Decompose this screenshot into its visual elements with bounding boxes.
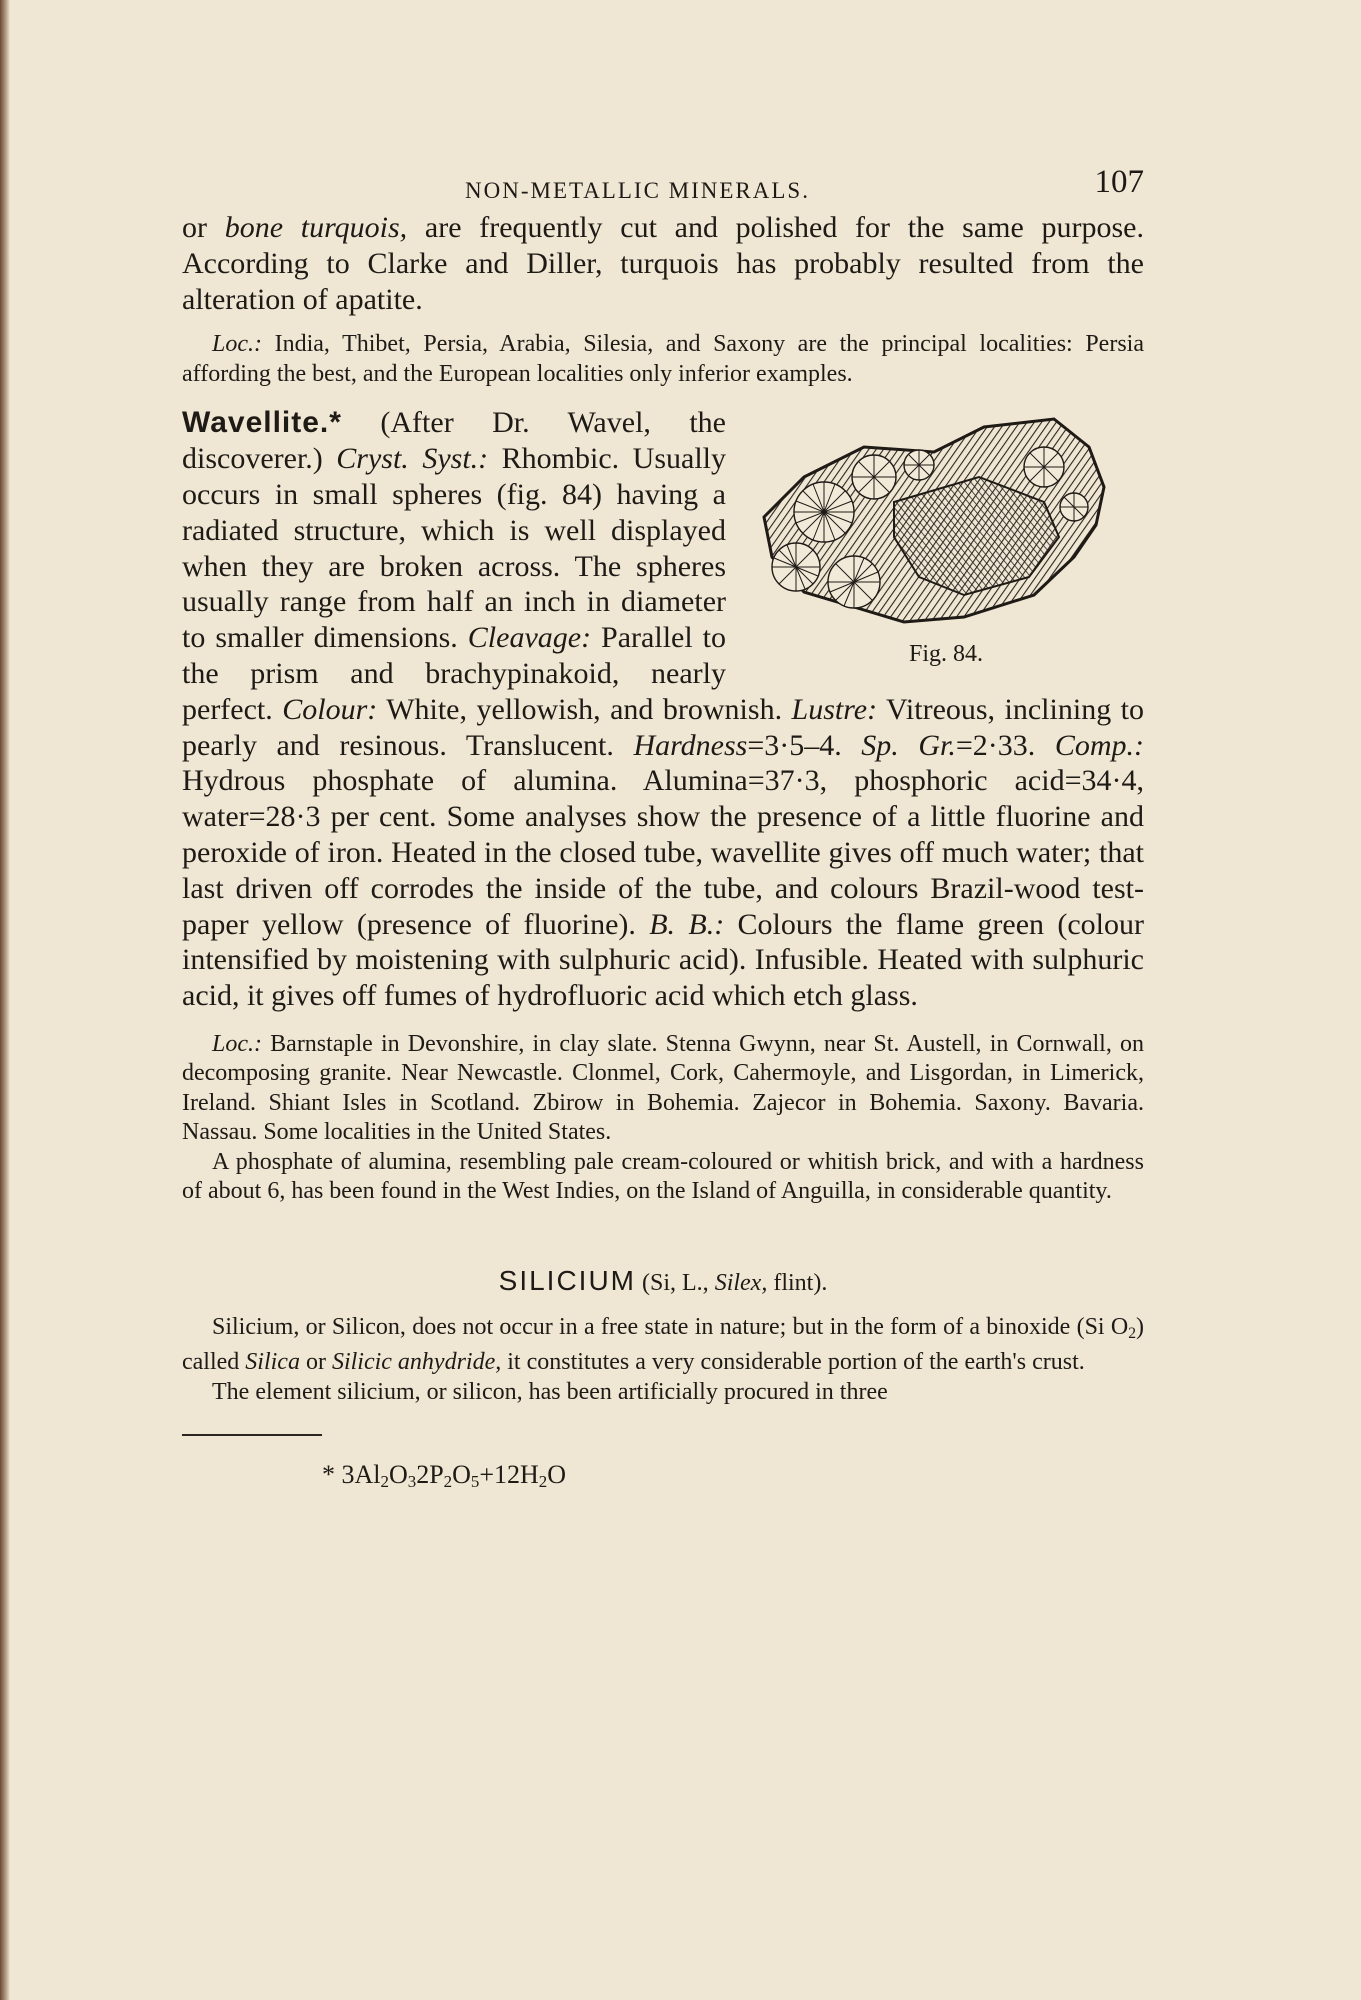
text-run: ) called [182, 1313, 1144, 1376]
wavellite-specimen-illustration [744, 407, 1148, 639]
italic-term: B. B.: [649, 907, 725, 941]
footnote-formula [322, 1460, 1144, 1492]
text-run: =3·5–4. [747, 728, 862, 762]
italic-term: Silica [245, 1349, 300, 1376]
italic-term: Silicic anhydride, [331, 1349, 502, 1376]
radiating-sphere [904, 450, 934, 480]
text-run: or [299, 1349, 332, 1376]
italic-term: Comp.: [1054, 728, 1144, 762]
italic-term: Silex, [714, 1269, 768, 1296]
loc-label: Loc.: [212, 331, 262, 358]
footnote-mark: * [322, 1460, 335, 1490]
text-run: =2·33. [955, 728, 1055, 762]
text-run: or [182, 211, 225, 244]
text-run: (After Dr. Wavel, the discoverer.) [182, 406, 726, 476]
mineral-name-heading: Wavellite.* [182, 406, 342, 440]
subscript: 2 [538, 1472, 548, 1492]
paragraph-turquois [182, 210, 1144, 317]
text-run: Silicium, or Silicon, does not occur in a free state in nature; but in the form of a binoxide (Si O [212, 1313, 1129, 1340]
italic-term: bone turquois, [224, 211, 408, 244]
wavellite-entry [182, 405, 1144, 1014]
text-run: are frequently cut and polished for the same purpose. According to Clarke and Diller, turquois has probably resulted from the alteration of apatite. [182, 211, 1144, 316]
text-run: O [388, 1460, 408, 1490]
subscript: 3 [407, 1472, 417, 1492]
text-run: 3Al [335, 1460, 381, 1490]
italic-term: Colour: [282, 692, 378, 726]
radiating-sphere [1024, 447, 1064, 487]
radiating-sphere [828, 556, 880, 608]
subscript: 5 [470, 1472, 480, 1492]
text-run: it constitutes a very considerable portion of the earth's crust. [501, 1349, 1085, 1376]
radiating-sphere [794, 482, 854, 542]
text-run: Rhombic. Usually occurs in small spheres (fig. 84) having a radiated structure, which is well displayed when they are broken across. The spheres usually range from half an inch in diameter to smaller dimensions. [182, 442, 726, 655]
text-run: (Si, L., [636, 1269, 715, 1296]
text-run: Hydrous phosphate of alumina. Alumina=37·3, phosphoric acid=34·4, water=28·3 per cent. Some analyses show the presence of a little fluorine and peroxide of iron. Heated in the closed tube, wavellite gives off much water; that last driven off corrodes the inside of the tube, and colours Brazil-wood test-paper yellow (presence of fluorine). [182, 764, 1144, 941]
italic-term: Cryst. Syst.: [336, 442, 489, 476]
text-run: Vitreous, inclining to pearly and resinous. Translucent. [182, 692, 1144, 762]
text-run: Parallel to the prism and brachypinakoid, nearly perfect. [182, 621, 726, 726]
italic-term: Lustre: [791, 692, 878, 726]
localities-turquois [182, 330, 1144, 389]
text-run: White, yellowish, and brownish. [377, 692, 792, 726]
italic-term: Hardness [633, 728, 748, 762]
text-run: +12H [479, 1460, 539, 1490]
footnote-rule [182, 1434, 322, 1436]
paragraph-anguilla-phosphate: A phosphate of alumina, resembling pale cream-coloured or whitish brick, and with a hardness of about 6, has been found in the West Indies, on the Island of Anguilla, in considerable quantity. [182, 1148, 1144, 1205]
loc-label: Loc.: [212, 1030, 262, 1057]
localities-wavellite [182, 1030, 1144, 1148]
italic-term: Sp. Gr. [861, 728, 956, 762]
text-run: O [452, 1460, 471, 1490]
book-page [182, 160, 1144, 1493]
loc-text: Barnstaple in Devonshire, in clay slate. Stenna Gwynn, near St. Austell, in Cornwall, on decomposing granite. Near Newcastle. Clonmel, Cork, Cahermoyle, and Lisgordan, in Limerick, Ireland. Shiant Isles in Scotland. Zbirow in Bohemia. Zajecor in Bohemia. Saxony. Bavaria. Nassau. Some localities in the United States. [182, 1030, 1144, 1146]
radiating-sphere [852, 455, 896, 499]
subscript: 2 [443, 1472, 453, 1492]
radiating-sphere [772, 543, 820, 591]
section-heading-silicium [182, 1265, 1144, 1297]
text-run: O [547, 1460, 567, 1490]
subscript: 2 [1128, 1324, 1136, 1342]
text-run: flint). [767, 1269, 828, 1296]
loc-text: India, Thibet, Persia, Arabia, Silesia, and Saxony are the principal localities: Persia affording the best, and the European localities only inferior examples. [182, 331, 1144, 387]
figure-caption: Fig. 84. [908, 641, 983, 668]
text-run: Colours the flame green (colour intensified by moistening with sulphuric acid). Infusible. Heated with sulphuric acid, it gives off fumes of hydrofluoric acid which etch glass. [182, 907, 1145, 1013]
paragraph-element-silicium: The element silicium, or silicon, has been artificially procured in three [212, 1378, 888, 1405]
page-edge [0, 0, 10, 2000]
page-header [182, 160, 1144, 210]
page-number: 107 [1094, 164, 1144, 200]
paragraph-silicium [182, 1313, 1144, 1378]
italic-term: Cleavage: [467, 621, 592, 655]
radiating-sphere [1060, 493, 1088, 521]
text-run: 2P [416, 1460, 444, 1490]
figure-84 [742, 407, 1150, 668]
running-title: NON-METALLIC MINERALS. [465, 178, 810, 203]
subscript: 2 [380, 1472, 389, 1492]
section-title: SILICIUM [498, 1264, 637, 1296]
